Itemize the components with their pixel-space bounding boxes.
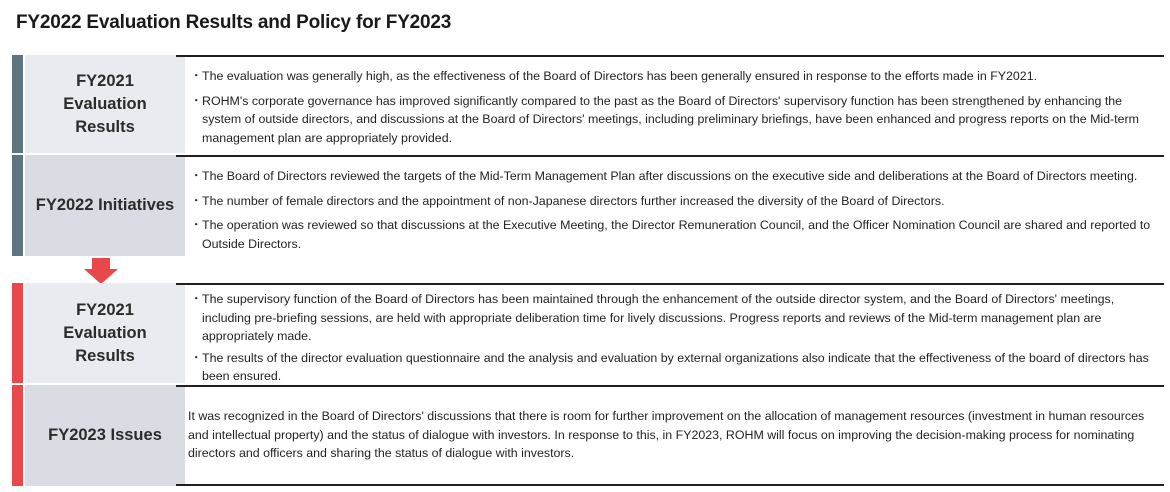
section-content <box>176 283 1164 383</box>
section-fy2021-results-second <box>12 283 1164 383</box>
list-item <box>190 92 1154 148</box>
section-content <box>176 385 1164 486</box>
list-item-text: The results of the director evaluation questionnaire and the analysis and evaluation by external organizations also indicate that the effectiveness of the board of directors has been ensured. <box>202 350 1149 383</box>
bullet: ・ <box>190 193 203 208</box>
list-item <box>190 67 1154 86</box>
bullet: ・ <box>190 292 203 306</box>
section-label: FY2023 Issues <box>25 385 185 486</box>
list-item <box>190 216 1154 253</box>
bullet: ・ <box>190 93 203 108</box>
section-fy2021-results <box>12 55 1164 153</box>
list-item-text: The number of female directors and the appointment of non-Japanese directors further increased the diversity of the Board of Directors. <box>202 193 945 208</box>
list-item-text: The supervisory function of the Board of Directors has been maintained through the enhancement of the outside director system, and the Board of Directors' meetings, including pre-briefing sessions, are held with appropriate deliberation time for lively discussions. Progress reports and reviews of the Mid-term management plan are appropriately made. <box>202 292 1115 343</box>
list-item-text: ROHM's corporate governance has improved significantly compared to the past as the Board of Directors' supervisory function has been strengthened by enhancing the system of outside directors, and discussions at the Board of Directors' meetings, including preliminary briefings, have been enhanced and progress reports on the Mid-term management plan are appropriately provided. <box>202 93 1139 145</box>
list-item <box>190 192 1154 211</box>
section-content <box>176 55 1164 153</box>
list-item <box>190 167 1154 186</box>
section-fy2022-initiatives <box>12 155 1164 256</box>
list-item-text: The Board of Directors reviewed the targets of the Mid-Term Management Plan after discussions on the executive side and deliberations at the Board of Directors meeting. <box>202 169 1138 183</box>
section-label: FY2022 Initiatives <box>25 155 185 256</box>
page-title: FY2022 Evaluation Results and Policy for FY2023 <box>16 12 452 33</box>
section-label: FY2021 Evaluation Results <box>25 283 185 383</box>
list-item-text: The operation was reviewed so that discussions at the Executive Meeting, the Director Remuneration Council, and the Officer Nomination Council are shared and reported to Outside Directors. <box>202 218 1151 251</box>
section-bar <box>12 55 23 153</box>
section-bar <box>12 155 23 256</box>
section-bar <box>12 385 23 486</box>
section-label: FY2021 Evaluation Results <box>25 55 185 153</box>
bullet: ・ <box>190 218 203 232</box>
bullet: ・ <box>190 169 203 183</box>
arrow-down-shape <box>84 258 118 284</box>
list-item <box>190 290 1154 346</box>
list-item-text: The evaluation was generally high, as the effectiveness of the Board of Directors has been generally ensured in response to the efforts made in FY2021. <box>202 69 1038 83</box>
bullet: ・ <box>190 350 203 365</box>
bullet: ・ <box>190 69 203 83</box>
arrow-down-icon <box>84 258 118 284</box>
issues-paragraph: It was recognized in the Board of Directors' discussions that there is room for further improvement on the allocation of management resources (investment in human resources and intellectual property) and the status of dialogue with investors. In response to this, in FY2023, ROHM will focus on improving the decision-making process for nominating directors and officers and sharing the status of dialogue with investors. <box>188 409 1145 460</box>
list-item <box>190 349 1154 386</box>
section-fy2023-issues <box>12 385 1164 486</box>
section-bar <box>12 283 23 383</box>
section-content <box>176 155 1164 256</box>
